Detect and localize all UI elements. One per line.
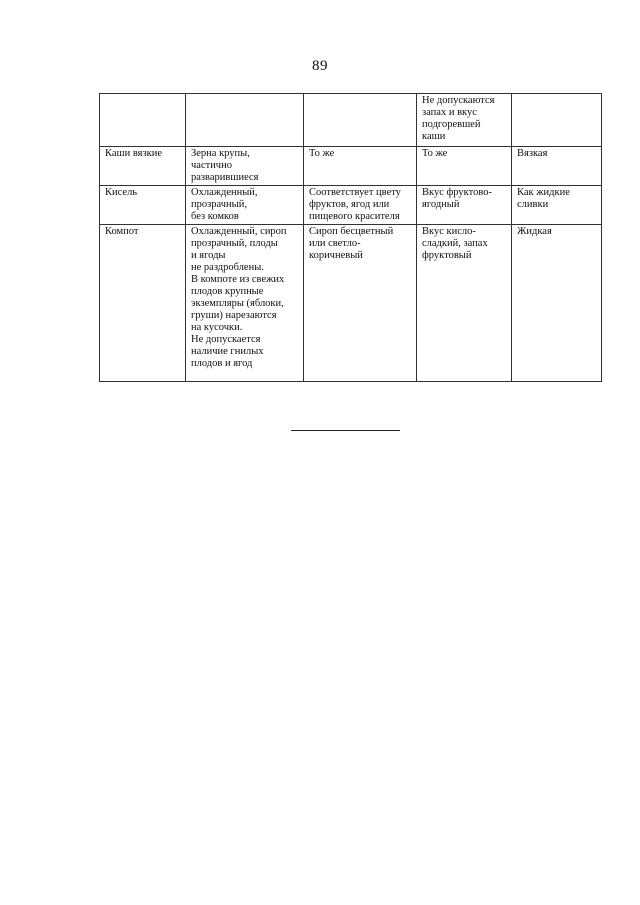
cell-dish-name: Кисель	[100, 186, 186, 225]
cell-taste-smell: Не допускаются запах и вкус подгоревшей каши	[417, 94, 512, 147]
cell-dish-name	[100, 94, 186, 147]
cell-color: Соответствует цвету фруктов, ягод или пищевого красителя	[304, 186, 417, 225]
cell-appearance	[186, 94, 304, 147]
end-divider	[291, 430, 400, 431]
cell-consistency	[512, 94, 602, 147]
table-row	[100, 225, 602, 382]
cell-dish-name: Компот	[100, 225, 186, 382]
page-number: 89	[312, 58, 328, 74]
cell-taste-smell: Вкус фруктово- ягодный	[417, 186, 512, 225]
cell-taste-smell: То же	[417, 147, 512, 186]
table-row	[100, 186, 602, 225]
table-row	[100, 147, 602, 186]
cell-appearance: Охлажденный, сироп прозрачный, плоды и ягоды не раздроблены. В компоте из свежих плодов крупные экземпляры (яблоки, груши) нарезаются на кусочки. Не допускается наличие гнилых плодов и ягод	[186, 225, 304, 382]
cell-color: То же	[304, 147, 417, 186]
cell-consistency: Жидкая	[512, 225, 602, 382]
cell-appearance: Зерна крупы, частично разварившиеся	[186, 147, 304, 186]
cell-color: Сироп бесцветный или светло- коричневый	[304, 225, 417, 382]
cell-appearance: Охлажденный, прозрачный, без комков	[186, 186, 304, 225]
table-row	[100, 94, 602, 147]
cell-taste-smell: Вкус кисло- сладкий, запах фруктовый	[417, 225, 512, 382]
cell-color	[304, 94, 417, 147]
cell-consistency: Как жидкие сливки	[512, 186, 602, 225]
quality-table	[99, 93, 602, 382]
cell-consistency: Вязкая	[512, 147, 602, 186]
cell-dish-name: Каши вязкие	[100, 147, 186, 186]
